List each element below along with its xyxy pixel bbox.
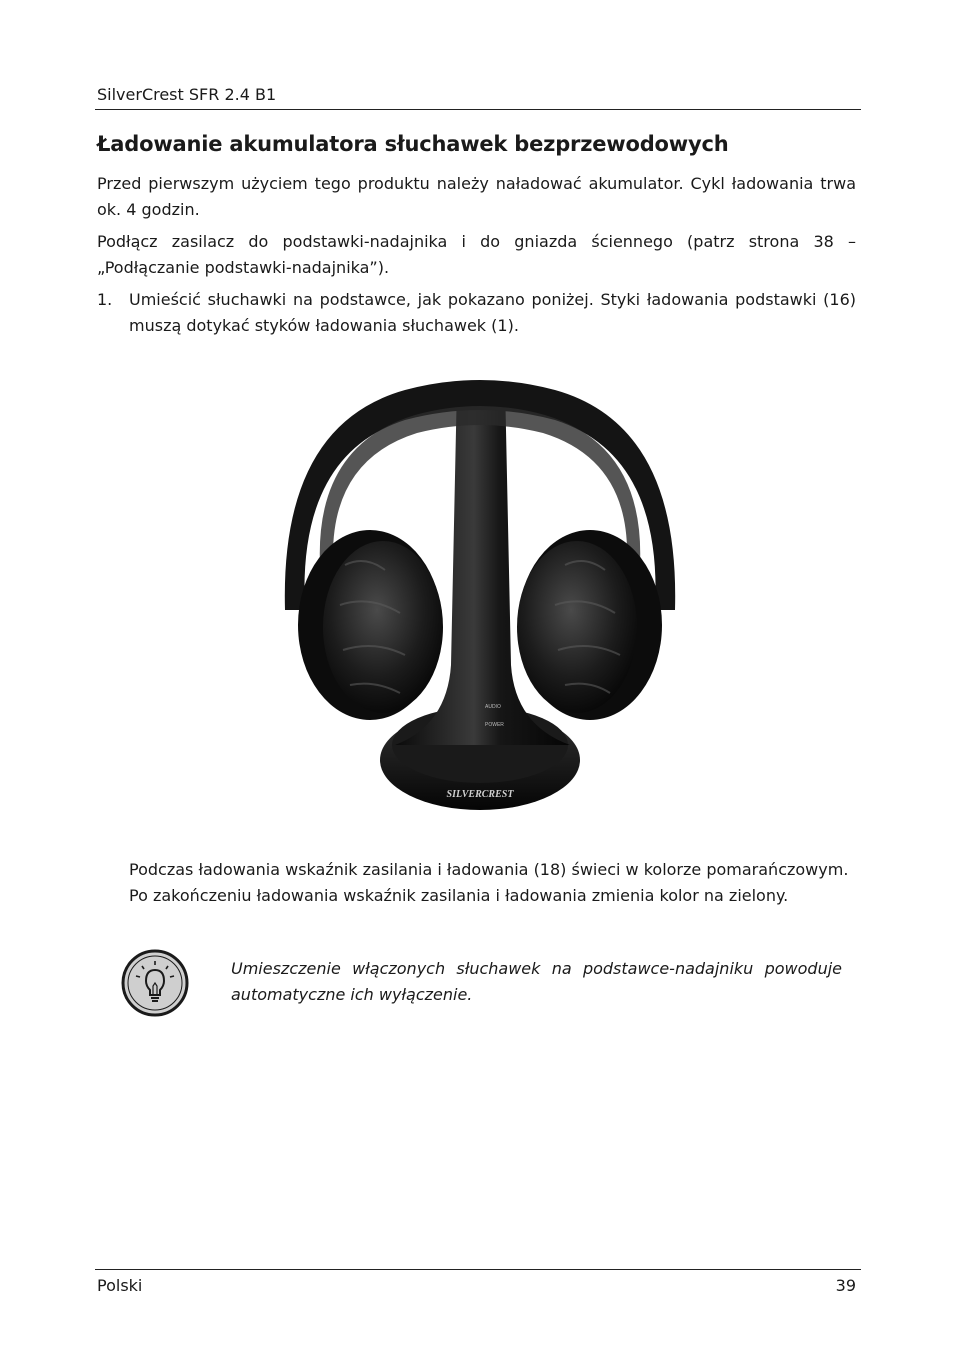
headphones-on-stand-image xyxy=(275,365,685,825)
lightbulb-icon xyxy=(120,948,190,1018)
power-indicator-label: POWER xyxy=(485,722,504,728)
paragraph-intro: Przed pierwszym użyciem tego produktu należy naładować akumulator. Cykl ładowania trwa ok. 4 godzin. xyxy=(97,174,856,219)
running-header: SilverCrest SFR 2.4 B1 xyxy=(97,85,277,104)
footer-language: Polski xyxy=(97,1276,143,1295)
paragraph-connect: Podłącz zasilacz do podstawki-nadajnika i do gniazda ściennego (patrz strona 38 – „Podłączanie podstawki-nadajnika”). xyxy=(97,232,856,277)
note-text: Umieszczenie włączonych słuchawek na podstawce-nadajniku powoduje automatyczne ich wyłączenie. xyxy=(231,959,842,1004)
step-text: Umieścić słuchawki na podstawce, jak pokazano poniżej. Styki ładowania podstawki (16) muszą dotykać styków ładowania słuchawek (1). xyxy=(129,290,856,335)
page-number: 39 xyxy=(835,1276,856,1295)
section-title: Ładowanie akumulatora słuchawek bezprzewodowych xyxy=(97,132,729,156)
header-divider xyxy=(95,109,861,110)
brand-logo: SILVERCREST xyxy=(446,789,514,800)
paragraph-charging-indicator: Podczas ładowania wskaźnik zasilania i ładowania (18) świeci w kolorze pomarańczowym. Po zakończeniu ładowania wskaźnik zasilania i ładowania zmienia kolor na zielony. xyxy=(129,860,849,905)
footer-divider xyxy=(95,1269,861,1270)
audio-indicator-label: AUDIO xyxy=(485,704,501,710)
step-number: 1. xyxy=(97,290,113,309)
